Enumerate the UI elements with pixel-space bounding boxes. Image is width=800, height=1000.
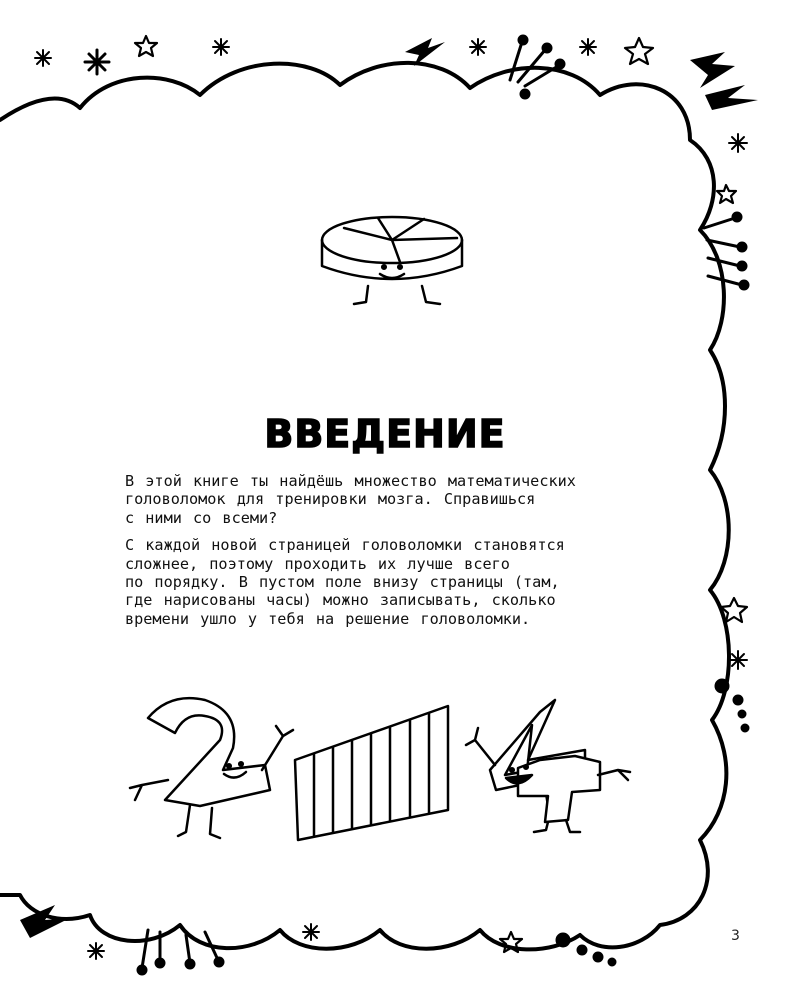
page-number: 3 [731, 928, 740, 944]
page-title: ВВЕДЕНИЕ [264, 412, 506, 456]
pie-character-icon [322, 217, 462, 304]
intro-paragraph-2 [125, 536, 655, 628]
text-line: с ними со всеми? [125, 508, 278, 527]
fence-icon [295, 706, 448, 840]
intro-text [125, 472, 655, 637]
text-line: сложнее, поэтому проходить их лучше всего [125, 554, 510, 573]
number-four-plus-character-icon [466, 700, 630, 832]
text-line: где нарисованы часы) можно записывать, сколько [125, 591, 556, 610]
intro-paragraph-1 [125, 472, 655, 527]
text-line: времени ушло у тебя на решение головоломки. [125, 609, 531, 628]
text-line: В этой книге ты найдёшь множество математических [125, 472, 576, 490]
number-two-character-icon [130, 698, 293, 838]
text-line: головоломок для тренировки мозга. Справишься [125, 490, 536, 509]
text-line: по порядку. В пустом поле внизу страницы (там, [125, 573, 560, 592]
text-line: С каждой новой страницей головоломки становятся [125, 536, 565, 555]
